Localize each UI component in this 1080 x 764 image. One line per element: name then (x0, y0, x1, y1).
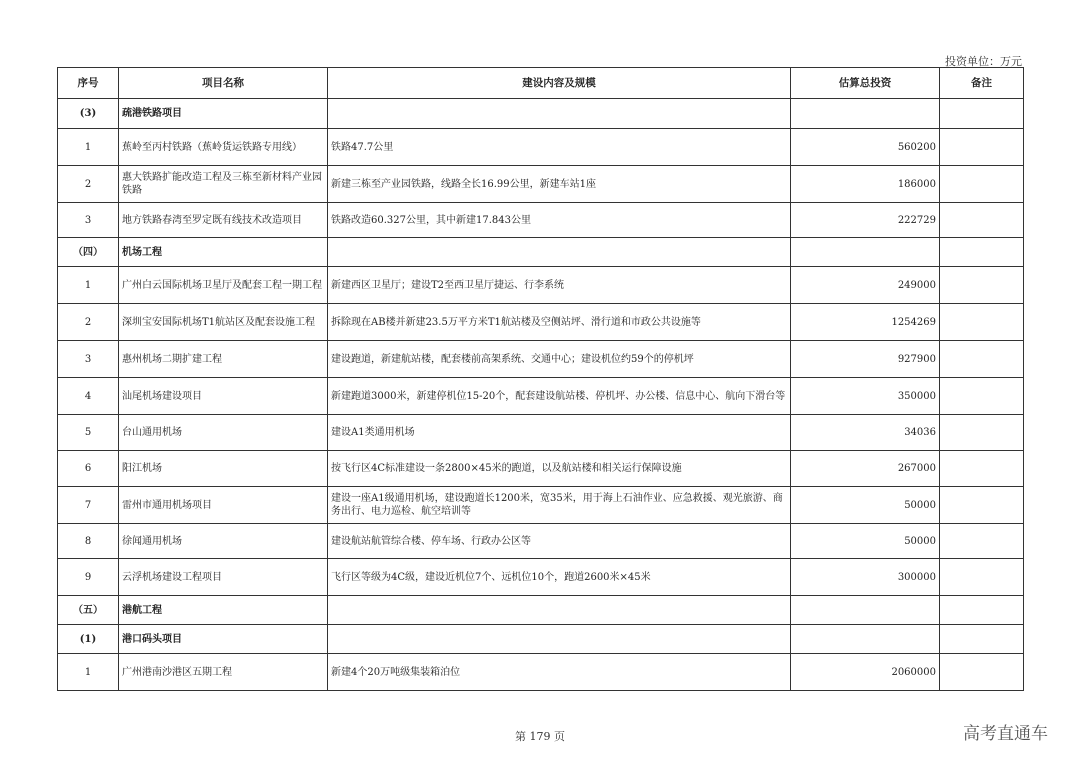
row-seq: 2 (58, 304, 119, 341)
row-note (940, 341, 1024, 378)
row-note (940, 238, 1024, 267)
row-seq: 1 (58, 654, 119, 691)
row-seq: 7 (58, 487, 119, 524)
row-investment (791, 238, 940, 267)
table-row (58, 451, 1024, 487)
row-content: 建设A1类通用机场 (328, 415, 791, 451)
table-row (58, 415, 1024, 451)
row-project-name: 惠州机场二期扩建工程 (119, 341, 328, 378)
row-seq: 1 (58, 267, 119, 304)
row-content: 新建三栋至产业园铁路，线路全长16.99公里，新建车站1座 (328, 166, 791, 203)
row-investment (791, 596, 940, 625)
watermark: 高考直通车 (963, 724, 1048, 744)
row-content: 按飞行区4C标准建设一条2800×45米的跑道，以及航站楼和相关运行保障设施 (328, 451, 791, 487)
row-project-name: 港口码头项目 (119, 625, 328, 654)
row-seq: 2 (58, 166, 119, 203)
header-invest: 估算总投资 (791, 68, 940, 99)
row-project-name: 疏港铁路项目 (119, 99, 328, 129)
row-note (940, 654, 1024, 691)
row-content (328, 99, 791, 129)
row-investment: 50000 (791, 487, 940, 524)
row-content (328, 625, 791, 654)
row-content: 拆除现在AB楼并新建23.5万平方米T1航站楼及空侧站坪、滑行道和市政公共设施等 (328, 304, 791, 341)
table-row (58, 654, 1024, 691)
row-investment: 50000 (791, 524, 940, 559)
row-note (940, 415, 1024, 451)
row-content: 建设航站航管综合楼、停车场、行政办公区等 (328, 524, 791, 559)
row-content: 铁路47.7公里 (328, 129, 791, 166)
row-seq: 3 (58, 341, 119, 378)
row-project-name: 阳江机场 (119, 451, 328, 487)
row-project-name: 徐闻通用机场 (119, 524, 328, 559)
table-row (58, 267, 1024, 304)
row-seq: 4 (58, 378, 119, 415)
row-investment: 222729 (791, 203, 940, 238)
row-content (328, 238, 791, 267)
row-project-name: 深圳宝安国际机场T1航站区及配套设施工程 (119, 304, 328, 341)
row-investment (791, 99, 940, 129)
header-seq: 序号 (58, 68, 119, 99)
row-seq: 3 (58, 203, 119, 238)
row-content: 新建4个20万吨级集装箱泊位 (328, 654, 791, 691)
table-row (58, 341, 1024, 378)
row-project-name: 台山通用机场 (119, 415, 328, 451)
row-content: 建设一座A1级通用机场，建设跑道长1200米，宽35米，用于海上石油作业、应急救援、观光旅游、商务出行、电力巡检、航空培训等 (328, 487, 791, 524)
row-note (940, 99, 1024, 129)
row-project-name: 云浮机场建设工程项目 (119, 559, 328, 596)
row-seq: 8 (58, 524, 119, 559)
row-note (940, 203, 1024, 238)
row-note (940, 166, 1024, 203)
row-project-name: 地方铁路春湾至罗定既有线技术改造项目 (119, 203, 328, 238)
row-note (940, 378, 1024, 415)
row-investment: 1254269 (791, 304, 940, 341)
row-note (940, 596, 1024, 625)
row-content: 飞行区等级为4C级，建设近机位7个、远机位10个，跑道2600米×45米 (328, 559, 791, 596)
row-investment: 267000 (791, 451, 940, 487)
row-investment: 34036 (791, 415, 940, 451)
table-header-row (58, 68, 1024, 99)
row-seq: 9 (58, 559, 119, 596)
row-investment: 927900 (791, 341, 940, 378)
row-seq: 6 (58, 451, 119, 487)
section-row (58, 625, 1024, 654)
row-note (940, 559, 1024, 596)
header-note: 备注 (940, 68, 1024, 99)
table-row (58, 487, 1024, 524)
row-content: 新建西区卫星厅；建设T2至西卫星厅捷运、行李系统 (328, 267, 791, 304)
investment-unit-note: 投资单位：万元 (945, 55, 1022, 68)
table-row (58, 166, 1024, 203)
row-note (940, 487, 1024, 524)
row-project-name: 惠大铁路扩能改造工程及三栋至新材料产业园铁路 (119, 166, 328, 203)
row-investment: 2060000 (791, 654, 940, 691)
table-row (58, 378, 1024, 415)
row-note (940, 625, 1024, 654)
row-project-name: 机场工程 (119, 238, 328, 267)
header-name: 项目名称 (119, 68, 328, 99)
row-project-name: 广州港南沙港区五期工程 (119, 654, 328, 691)
row-investment: 560200 (791, 129, 940, 166)
row-seq: （五） (58, 596, 119, 625)
row-project-name: 港航工程 (119, 596, 328, 625)
row-seq: 5 (58, 415, 119, 451)
row-note (940, 129, 1024, 166)
row-project-name: 广州白云国际机场卫星厅及配套工程一期工程 (119, 267, 328, 304)
row-investment: 350000 (791, 378, 940, 415)
row-note (940, 304, 1024, 341)
row-seq: 1 (58, 129, 119, 166)
row-seq: (1) (58, 625, 119, 654)
row-project-name: 汕尾机场建设项目 (119, 378, 328, 415)
table-row (58, 129, 1024, 166)
row-note (940, 451, 1024, 487)
row-content (328, 596, 791, 625)
row-content: 新建跑道3000米，新建停机位15-20个，配套建设航站楼、停机坪、办公楼、信息中心、航向下滑台等 (328, 378, 791, 415)
section-row (58, 238, 1024, 267)
table-body (58, 99, 1024, 691)
row-investment: 186000 (791, 166, 940, 203)
row-investment: 249000 (791, 267, 940, 304)
project-table (57, 67, 1024, 691)
row-project-name: 蕉岭至丙村铁路（蕉岭货运铁路专用线） (119, 129, 328, 166)
header-content: 建设内容及规模 (328, 68, 791, 99)
row-seq: (3) (58, 99, 119, 129)
row-seq: （四） (58, 238, 119, 267)
section-row (58, 99, 1024, 129)
table-row (58, 559, 1024, 596)
row-note (940, 524, 1024, 559)
table-row (58, 304, 1024, 341)
row-content: 建设跑道，新建航站楼，配套楼前高架系统、交通中心；建设机位约59个的停机坪 (328, 341, 791, 378)
table-row (58, 203, 1024, 238)
page-number: 第 179 页 (515, 730, 565, 743)
row-content: 铁路改造60.327公里，其中新建17.843公里 (328, 203, 791, 238)
section-row (58, 596, 1024, 625)
row-investment: 300000 (791, 559, 940, 596)
table-row (58, 524, 1024, 559)
row-note (940, 267, 1024, 304)
row-project-name: 雷州市通用机场项目 (119, 487, 328, 524)
row-investment (791, 625, 940, 654)
